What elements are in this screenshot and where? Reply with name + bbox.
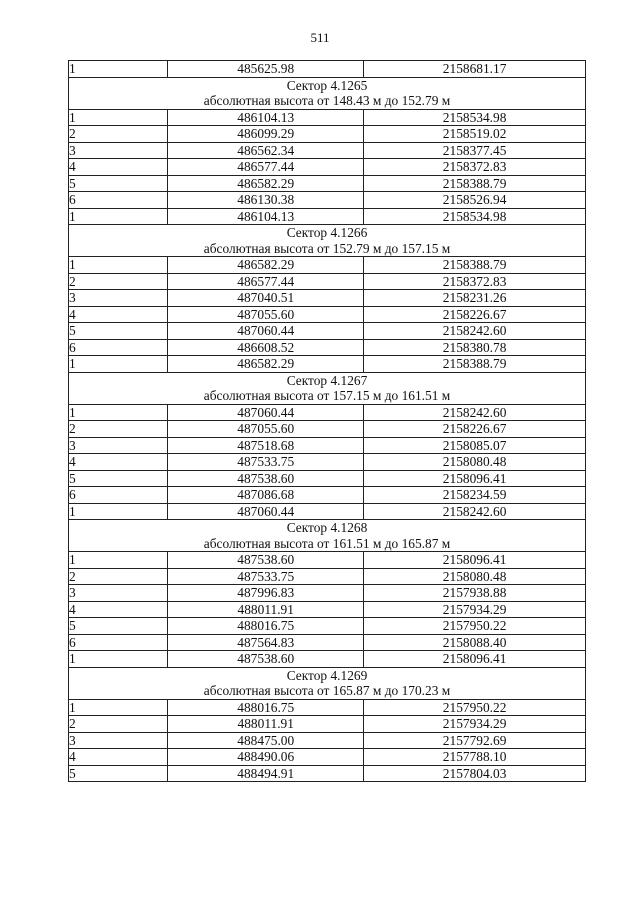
point-number: 5: [69, 323, 168, 340]
sector-altitude: абсолютная высота от 157.15 м до 161.51 м: [69, 388, 586, 404]
coordinate-x: 488494.91: [168, 765, 364, 782]
coordinate-x: 486582.29: [168, 257, 364, 274]
coordinate-x: 486562.34: [168, 142, 364, 159]
coordinate-x: 486104.13: [168, 208, 364, 225]
sector-altitude-row: [69, 241, 586, 257]
table-row: [69, 192, 586, 209]
coordinate-y: 2158080.48: [364, 454, 586, 471]
point-number: 4: [69, 159, 168, 176]
coordinates-table-body: [69, 61, 586, 782]
point-number: 2: [69, 568, 168, 585]
table-row: [69, 159, 586, 176]
coordinate-y: 2157804.03: [364, 765, 586, 782]
point-number: 3: [69, 585, 168, 602]
coordinate-y: 2157792.69: [364, 732, 586, 749]
coordinate-x: 487055.60: [168, 421, 364, 438]
point-number: 5: [69, 765, 168, 782]
coordinate-y: 2158534.98: [364, 109, 586, 126]
point-number: 2: [69, 421, 168, 438]
coordinate-y: 2158242.60: [364, 503, 586, 520]
coordinate-x: 487040.51: [168, 290, 364, 307]
point-number: 6: [69, 634, 168, 651]
coordinate-y: 2157950.22: [364, 618, 586, 635]
coordinate-y: 2157934.29: [364, 601, 586, 618]
sector-altitude-row: [69, 536, 586, 552]
point-number: 5: [69, 470, 168, 487]
coordinate-y: 2158526.94: [364, 192, 586, 209]
sector-title: Сектор 4.1265: [69, 77, 586, 93]
point-number: 1: [69, 208, 168, 225]
coordinate-y: 2158234.59: [364, 487, 586, 504]
table-row: [69, 257, 586, 274]
point-number: 1: [69, 503, 168, 520]
point-number: 1: [69, 61, 168, 78]
coordinate-y: 2158377.45: [364, 142, 586, 159]
sector-title: Сектор 4.1267: [69, 372, 586, 388]
table-row: [69, 651, 586, 668]
coordinate-x: 486099.29: [168, 126, 364, 143]
table-row: [69, 487, 586, 504]
table-row: [69, 634, 586, 651]
table-row: [69, 323, 586, 340]
coordinate-y: 2157938.88: [364, 585, 586, 602]
coordinate-x: 488016.75: [168, 618, 364, 635]
coordinate-x: 488490.06: [168, 749, 364, 766]
table-row: [69, 306, 586, 323]
coordinate-y: 2158085.07: [364, 437, 586, 454]
table-row: [69, 290, 586, 307]
coordinate-x: 487518.68: [168, 437, 364, 454]
point-number: 1: [69, 651, 168, 668]
point-number: 2: [69, 126, 168, 143]
sector-title-row: [69, 372, 586, 388]
table-row: [69, 437, 586, 454]
sector-altitude: абсолютная высота от 165.87 м до 170.23 м: [69, 683, 586, 699]
coordinate-y: 2158242.60: [364, 323, 586, 340]
coordinate-y: 2158096.41: [364, 470, 586, 487]
table-row: [69, 126, 586, 143]
coordinate-y: 2158088.40: [364, 634, 586, 651]
sector-altitude: абсолютная высота от 148.43 м до 152.79 м: [69, 93, 586, 109]
coordinate-x: 485625.98: [168, 61, 364, 78]
table-row: [69, 716, 586, 733]
coordinate-y: 2158231.26: [364, 290, 586, 307]
point-number: 1: [69, 257, 168, 274]
coordinate-x: 487060.44: [168, 323, 364, 340]
coordinate-y: 2158096.41: [364, 552, 586, 569]
point-number: 1: [69, 404, 168, 421]
point-number: 2: [69, 716, 168, 733]
page-number: 511: [310, 30, 330, 45]
coordinate-x: 487533.75: [168, 568, 364, 585]
coordinate-x: 488016.75: [168, 699, 364, 716]
table-row: [69, 618, 586, 635]
sector-title: Сектор 4.1266: [69, 225, 586, 241]
table-row: [69, 568, 586, 585]
coordinate-x: 487060.44: [168, 404, 364, 421]
table-row: [69, 749, 586, 766]
coordinate-y: 2158388.79: [364, 175, 586, 192]
coordinate-y: 2158372.83: [364, 273, 586, 290]
coordinate-y: 2158681.17: [364, 61, 586, 78]
coordinate-x: 486608.52: [168, 339, 364, 356]
coordinate-x: 487564.83: [168, 634, 364, 651]
coordinate-y: 2157788.10: [364, 749, 586, 766]
coordinate-x: 486104.13: [168, 109, 364, 126]
point-number: 4: [69, 601, 168, 618]
point-number: 4: [69, 454, 168, 471]
coordinate-x: 487538.60: [168, 552, 364, 569]
point-number: 1: [69, 356, 168, 373]
sector-altitude-row: [69, 93, 586, 109]
table-row: [69, 454, 586, 471]
point-number: 1: [69, 109, 168, 126]
coordinate-y: 2158226.67: [364, 306, 586, 323]
point-number: 2: [69, 273, 168, 290]
point-number: 3: [69, 142, 168, 159]
coordinate-x: 488475.00: [168, 732, 364, 749]
coordinate-x: 486130.38: [168, 192, 364, 209]
sector-title: Сектор 4.1269: [69, 667, 586, 683]
coordinate-y: 2158534.98: [364, 208, 586, 225]
sector-title-row: [69, 667, 586, 683]
table-row: [69, 404, 586, 421]
point-number: 6: [69, 192, 168, 209]
coordinate-y: 2158388.79: [364, 356, 586, 373]
coordinate-y: 2158242.60: [364, 404, 586, 421]
coordinate-x: 487055.60: [168, 306, 364, 323]
sector-altitude: абсолютная высота от 152.79 м до 157.15 м: [69, 241, 586, 257]
table-row: [69, 208, 586, 225]
table-row: [69, 732, 586, 749]
point-number: 1: [69, 699, 168, 716]
sector-altitude-row: [69, 388, 586, 404]
table-row: [69, 503, 586, 520]
table-row: [69, 109, 586, 126]
table-row: [69, 356, 586, 373]
point-number: 4: [69, 306, 168, 323]
coordinate-x: 487533.75: [168, 454, 364, 471]
sector-altitude-row: [69, 683, 586, 699]
coordinates-table: [68, 60, 586, 782]
table-row: [69, 552, 586, 569]
table-row: [69, 765, 586, 782]
point-number: 6: [69, 487, 168, 504]
table-row: [69, 142, 586, 159]
coordinate-x: 488011.91: [168, 601, 364, 618]
coordinate-y: 2158519.02: [364, 126, 586, 143]
sector-title-row: [69, 77, 586, 93]
table-row: [69, 421, 586, 438]
coordinate-x: 486577.44: [168, 273, 364, 290]
point-number: 6: [69, 339, 168, 356]
coordinate-y: 2157950.22: [364, 699, 586, 716]
coordinate-x: 486577.44: [168, 159, 364, 176]
point-number: 3: [69, 290, 168, 307]
table-row: [69, 585, 586, 602]
coordinate-y: 2158226.67: [364, 421, 586, 438]
coordinate-y: 2158096.41: [364, 651, 586, 668]
table-row: [69, 699, 586, 716]
table-row: [69, 601, 586, 618]
table-row: [69, 175, 586, 192]
coordinate-y: 2158388.79: [364, 257, 586, 274]
point-number: 4: [69, 749, 168, 766]
point-number: 3: [69, 732, 168, 749]
point-number: 5: [69, 175, 168, 192]
coordinate-x: 487060.44: [168, 503, 364, 520]
sector-altitude: абсолютная высота от 161.51 м до 165.87 м: [69, 536, 586, 552]
table-row: [69, 339, 586, 356]
coordinate-x: 486582.29: [168, 175, 364, 192]
coordinate-x: 487538.60: [168, 651, 364, 668]
coordinate-y: 2157934.29: [364, 716, 586, 733]
sector-title-row: [69, 520, 586, 536]
coordinate-y: 2158372.83: [364, 159, 586, 176]
table-row: [69, 273, 586, 290]
point-number: 3: [69, 437, 168, 454]
sector-title-row: [69, 225, 586, 241]
coordinate-x: 487086.68: [168, 487, 364, 504]
sector-title: Сектор 4.1268: [69, 520, 586, 536]
table-row: [69, 470, 586, 487]
coordinate-y: 2158080.48: [364, 568, 586, 585]
coordinate-x: 486582.29: [168, 356, 364, 373]
coordinate-x: 488011.91: [168, 716, 364, 733]
table-row: [69, 61, 586, 78]
point-number: 5: [69, 618, 168, 635]
coordinate-x: 487996.83: [168, 585, 364, 602]
coordinate-y: 2158380.78: [364, 339, 586, 356]
point-number: 1: [69, 552, 168, 569]
coordinate-x: 487538.60: [168, 470, 364, 487]
